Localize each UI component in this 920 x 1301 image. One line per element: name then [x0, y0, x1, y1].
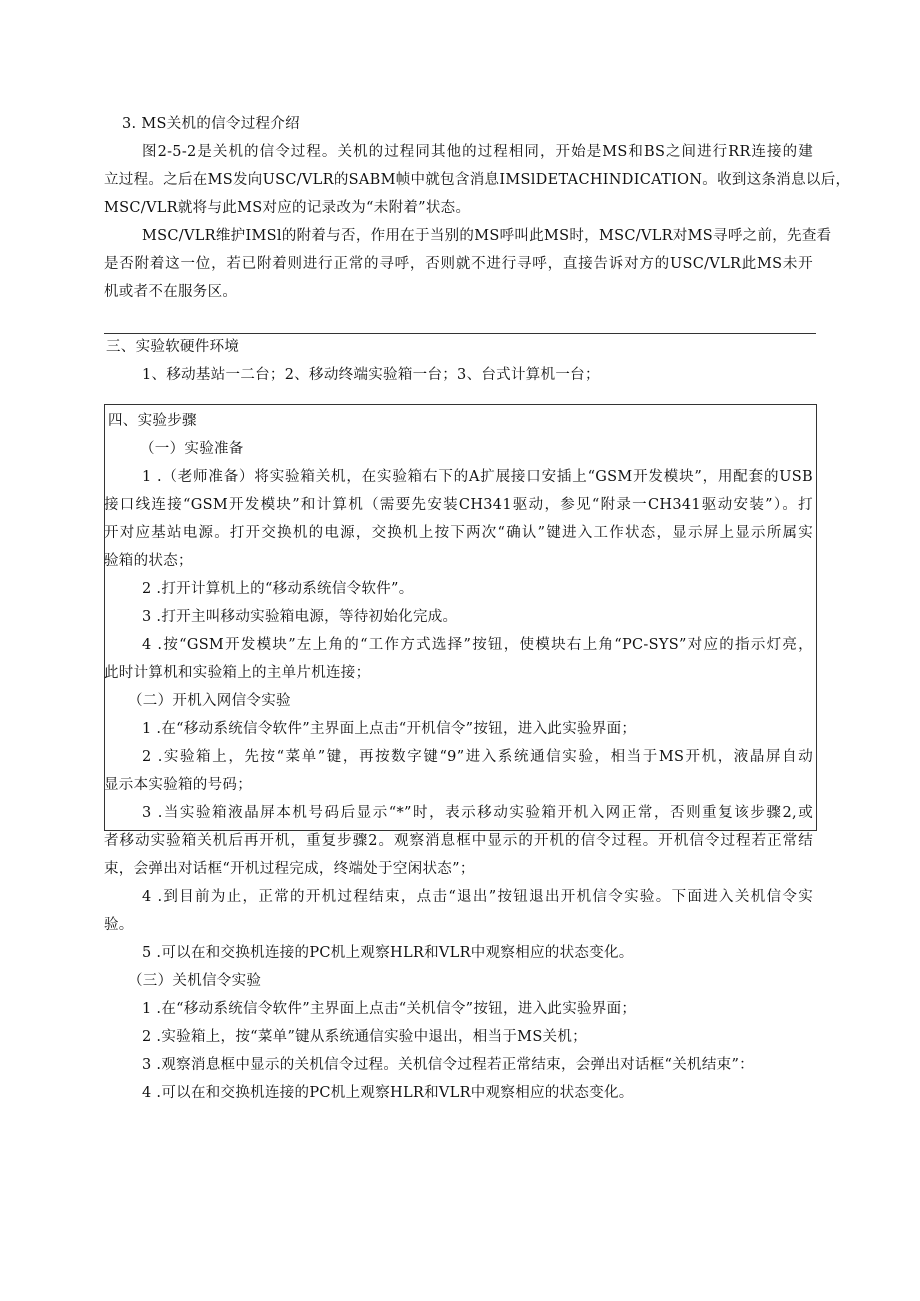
- step-line: 5 .可以在和交换机连接的PC机上观察HLR和VLR中观察相应的状态变化。: [142, 945, 634, 961]
- section-heading-ms-shutdown: 3. MS关机的信令过程介绍: [122, 116, 300, 132]
- section-heading-steps: 四、实验步骤: [108, 413, 197, 429]
- step-line: 接口线连接“GSM开发模块”和计算机（需要先安装CH341驱动，参见“附录一CH341驱动安装”）。打: [104, 497, 813, 513]
- step-line: 验。: [104, 917, 134, 933]
- step-line: 2 .实验箱上，先按“菜单”键，再按数字键“9”进入系统通信实验，相当于MS开机，液晶屏自动: [142, 749, 813, 765]
- step-line: 4 .按“GSM开发模块”左上角的“工作方式选择”按钮，使模块右上角“PC-SYS”对应的指示灯亮，: [142, 637, 813, 653]
- subsection-title-power-on: （二）开机入网信令实验: [128, 693, 291, 709]
- subsection-title-preparation: （一）实验准备: [140, 441, 244, 457]
- step-line: 3 .观察消息框中显示的关机信令过程。关机信令过程若正常结束，会弹出对话框“关机结束”：: [142, 1057, 754, 1073]
- paragraph-line: 是否附着这一位，若已附着则进行正常的寻呼，否则就不进行寻呼，直接告诉对方的USC/VLR此MS未开: [104, 256, 813, 272]
- step-line: 4 .可以在和交换机连接的PC机上观察HLR和VLR中观察相应的状态变化。: [142, 1085, 634, 1101]
- step-line: 1 .在“移动系统信令软件”主界面上点击“关机信令”按钮，进入此实验界面；: [142, 1001, 637, 1017]
- paragraph-line: 立过程。之后在MS发向USC/VLR的SABM帧中就包含消息IMSlDETACHINDICATION。收到这条消息以后，: [104, 172, 851, 188]
- paragraph-line: MSC/VLR维护IMSl的附着与否，作用在于当别的MS呼叫此MS时，MSC/VLR对MS寻呼之前，先查看: [142, 228, 832, 244]
- step-line: 验箱的状态；: [104, 553, 193, 569]
- section-divider: [104, 333, 816, 334]
- step-line: 1 .（老师准备）将实验箱关机，在实验箱右下的A扩展接口安插上“GSM开发模块”，用配套的USB: [142, 469, 813, 485]
- paragraph-line: MSC/VLR就将与此MS对应的记录改为“未附着”状态。: [104, 200, 471, 216]
- section-heading-environment: 三、实验软硬件环境: [106, 339, 240, 355]
- environment-list: 1、移动基站一二台；2、移动终端实验箱一台；3、台式计算机一台；: [142, 367, 600, 383]
- subsection-title-power-off: （三）关机信令实验: [128, 973, 262, 989]
- step-line: 3 .打开主叫移动实验箱电源，等待初始化完成。: [142, 609, 458, 625]
- step-line: 2 .打开计算机上的“移动系统信令软件”。: [142, 581, 414, 597]
- step-line: 2 .实验箱上，按“菜单”键从系统通信实验中退出，相当于MS关机；: [142, 1029, 587, 1045]
- step-line: 束，会弹出对话框“开机过程完成，终端处于空闲状态”；: [104, 861, 475, 877]
- paragraph-line: 图2-5-2是关机的信令过程。关机的过程同其他的过程相同，开始是MS和BS之间进行RR连接的建: [142, 144, 813, 160]
- step-line: 1 .在“移动系统信令软件”主界面上点击“开机信令”按钮，进入此实验界面；: [142, 721, 637, 737]
- step-line: 3 .当实验箱液晶屏本机号码后显示“*”时，表示移动实验箱开机入网正常，否则重复该步骤2,或: [142, 805, 813, 821]
- paragraph-line: 机或者不在服务区。: [104, 284, 238, 300]
- step-line: 显示本实验箱的号码；: [104, 777, 252, 793]
- step-line: 者移动实验箱关机后再开机，重复步骤2。观察消息框中显示的开机的信令过程。开机信令过程若正常结: [104, 833, 813, 849]
- step-line: 4 .到目前为止，正常的开机过程结束，点击“退出”按钮退出开机信令实验。下面进入关机信令实: [142, 889, 813, 905]
- step-line: 开对应基站电源。打开交换机的电源，交换机上按下两次“确认”键进入工作状态，显示屏上显示所属实: [104, 525, 813, 541]
- step-line: 此时计算机和实验箱上的主单片机连接；: [104, 665, 371, 681]
